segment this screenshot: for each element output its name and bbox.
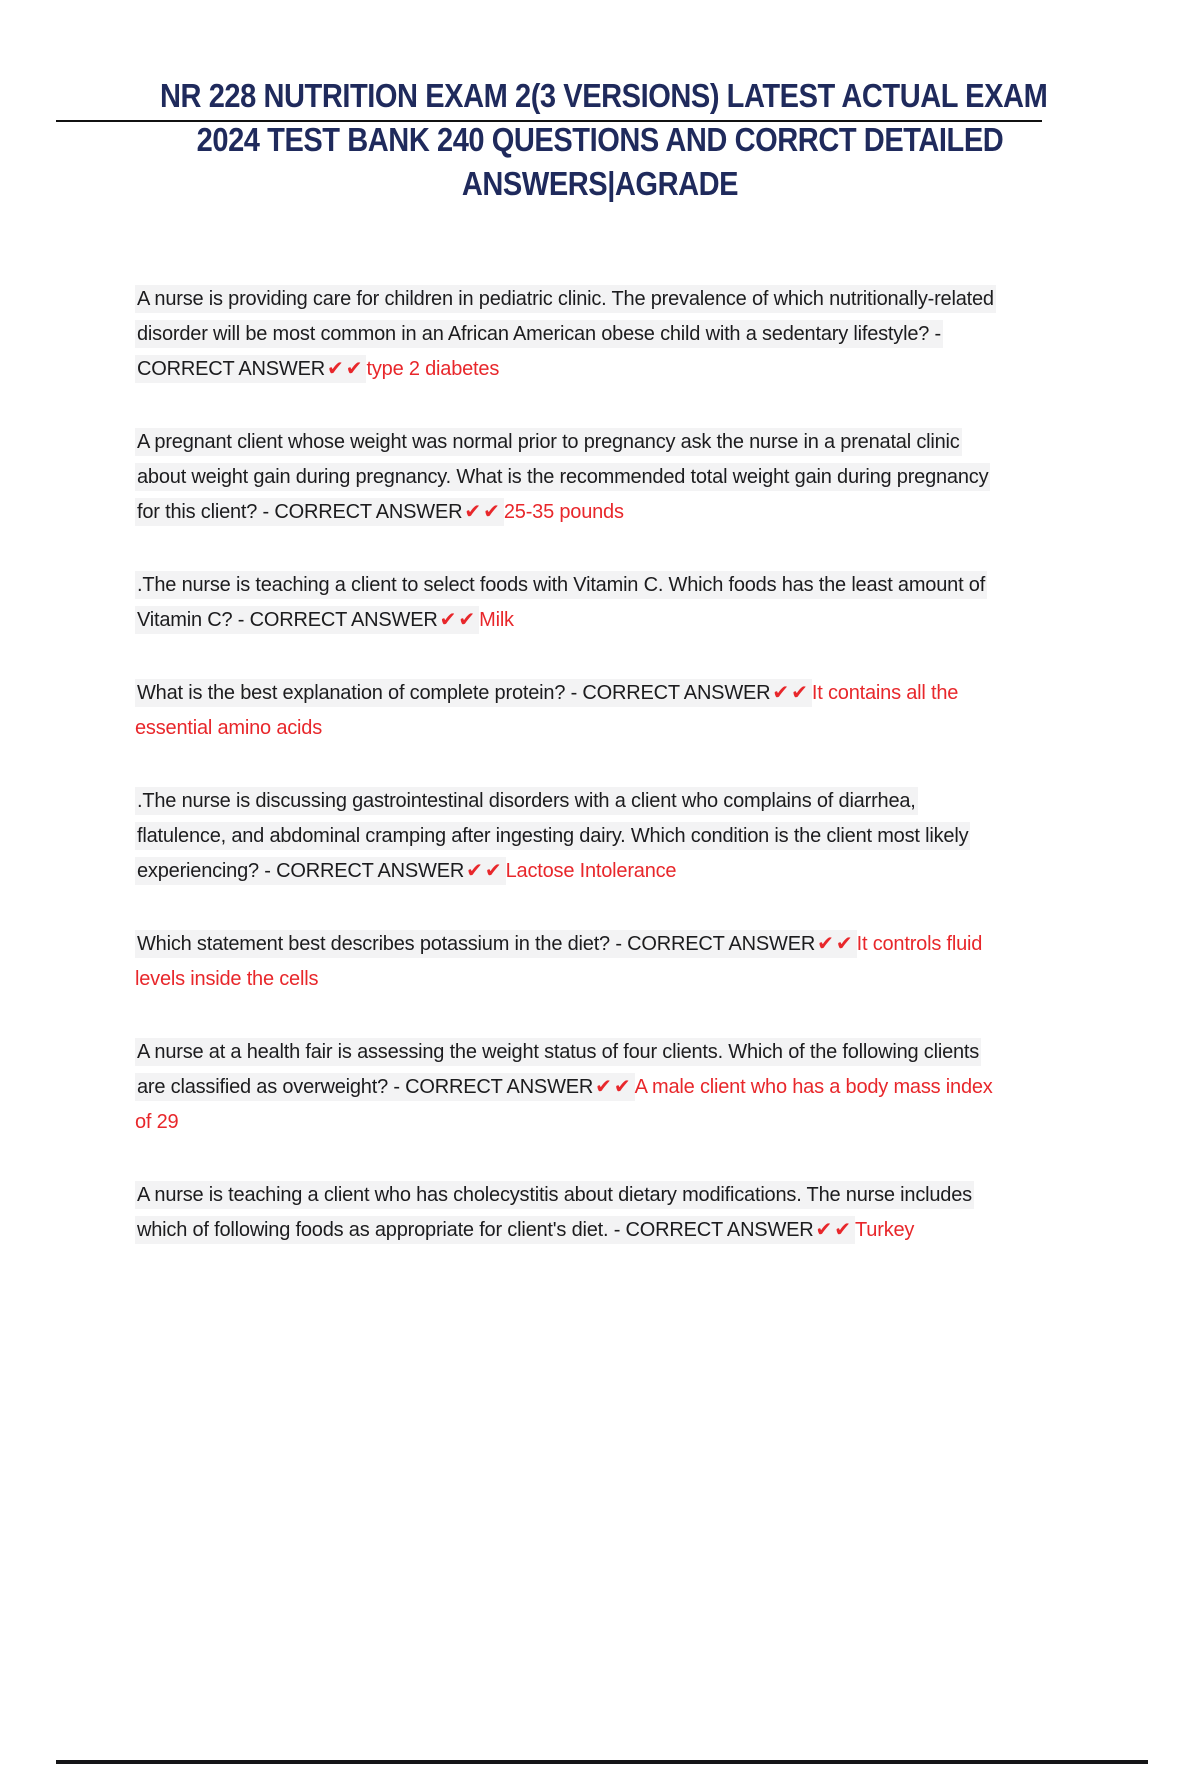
qa-item [135,784,1005,889]
check-icon: ✔✔ [815,1219,854,1241]
answer-text: Milk [479,609,514,631]
question-text: A nurse is teaching a client who has cholecystitis about dietary modifications. The nurse includes which of following foods as appropriate for client's diet. [137,1184,972,1241]
question-text: A nurse is providing care for children in pediatric clinic. The prevalence of which nutritionally-related disorder will be most common in an African American obese child with a sedentary lifestyle? [137,288,994,345]
answer-text: type 2 diabetes [366,358,500,380]
check-icon: ✔✔ [464,501,502,523]
check-icon: ✔✔ [595,1076,633,1098]
check-icon: ✔✔ [466,860,504,882]
check-icon: ✔✔ [817,933,855,955]
correct-answer-marker: - CORRECT ANSWER [608,1219,814,1241]
qa-item [135,568,1005,638]
answer-text: It contains all the essential amino acids [135,682,959,739]
correct-answer-marker: - CORRECT ANSWER [258,860,465,882]
qa-item [135,1178,1005,1248]
correct-answer-marker: - CORRECT ANSWER [232,609,438,631]
question-text: What is the best explanation of complete protein? [137,682,566,704]
answer-text: Lactose Intolerance [505,860,677,882]
check-icon: ✔✔ [326,358,365,380]
answer-text: 25-35 pounds [503,501,624,523]
question-highlight [135,679,812,707]
answer-text: Turkey [855,1219,915,1241]
question-highlight [135,930,857,958]
question-text: A nurse at a health fair is assessing the weight status of four clients. Which of the following clients are classified as overweight? [137,1041,980,1098]
qa-item [135,1035,1005,1140]
qa-item [135,927,1005,997]
question-text: .The nurse is teaching a client to select foods with Vitamin C. Which foods has the least amount of Vitamin C? [137,574,986,631]
question-highlight [135,285,996,383]
answer-text: A male client who has a body mass index of 29 [135,1076,993,1133]
qa-item [135,676,1005,746]
question-highlight [135,571,987,634]
correct-answer-marker: - CORRECT ANSWER [257,501,463,523]
correct-answer-marker: - CORRECT ANSWER [137,323,942,380]
question-text: .The nurse is discussing gastrointestinal disorders with a client who complains of diarrhea, flatulence, and abdominal cramping after ingesting dairy. Which condition is the client most likely experiencing? [137,790,969,882]
page-title [160,74,1048,206]
correct-answer-marker: - CORRECT ANSWER [609,933,816,955]
qa-list [135,282,1005,1248]
question-text: Which statement best describes potassium in the diet? [137,933,610,955]
document-page [0,74,1200,1774]
correct-answer-marker: - CORRECT ANSWER [565,682,771,704]
title-line-2: 2024 TEST BANK 240 QUESTIONS AND CORRCT DETAILED [196,121,1004,158]
qa-item [135,425,1005,530]
check-icon: ✔✔ [772,682,810,704]
question-text: A pregnant client whose weight was normal prior to pregnancy ask the nurse in a prenatal clinic about weight gain during pregnancy. What is the recommended total weight gain during pregnancy for this client? [137,431,989,523]
answer-text: It controls fluid levels inside the cells [135,933,983,990]
title-line-1: NR 228 NUTRITION EXAM 2(3 VERSIONS) LATEST ACTUAL EXAM [160,77,1048,114]
qa-item [135,282,1005,387]
question-highlight [135,1181,974,1244]
correct-answer-marker: - CORRECT ANSWER [388,1076,594,1098]
check-icon: ✔✔ [439,609,478,631]
title-line-3: ANSWERS|AGRADE [461,165,739,202]
bottom-rule [56,1760,1148,1764]
